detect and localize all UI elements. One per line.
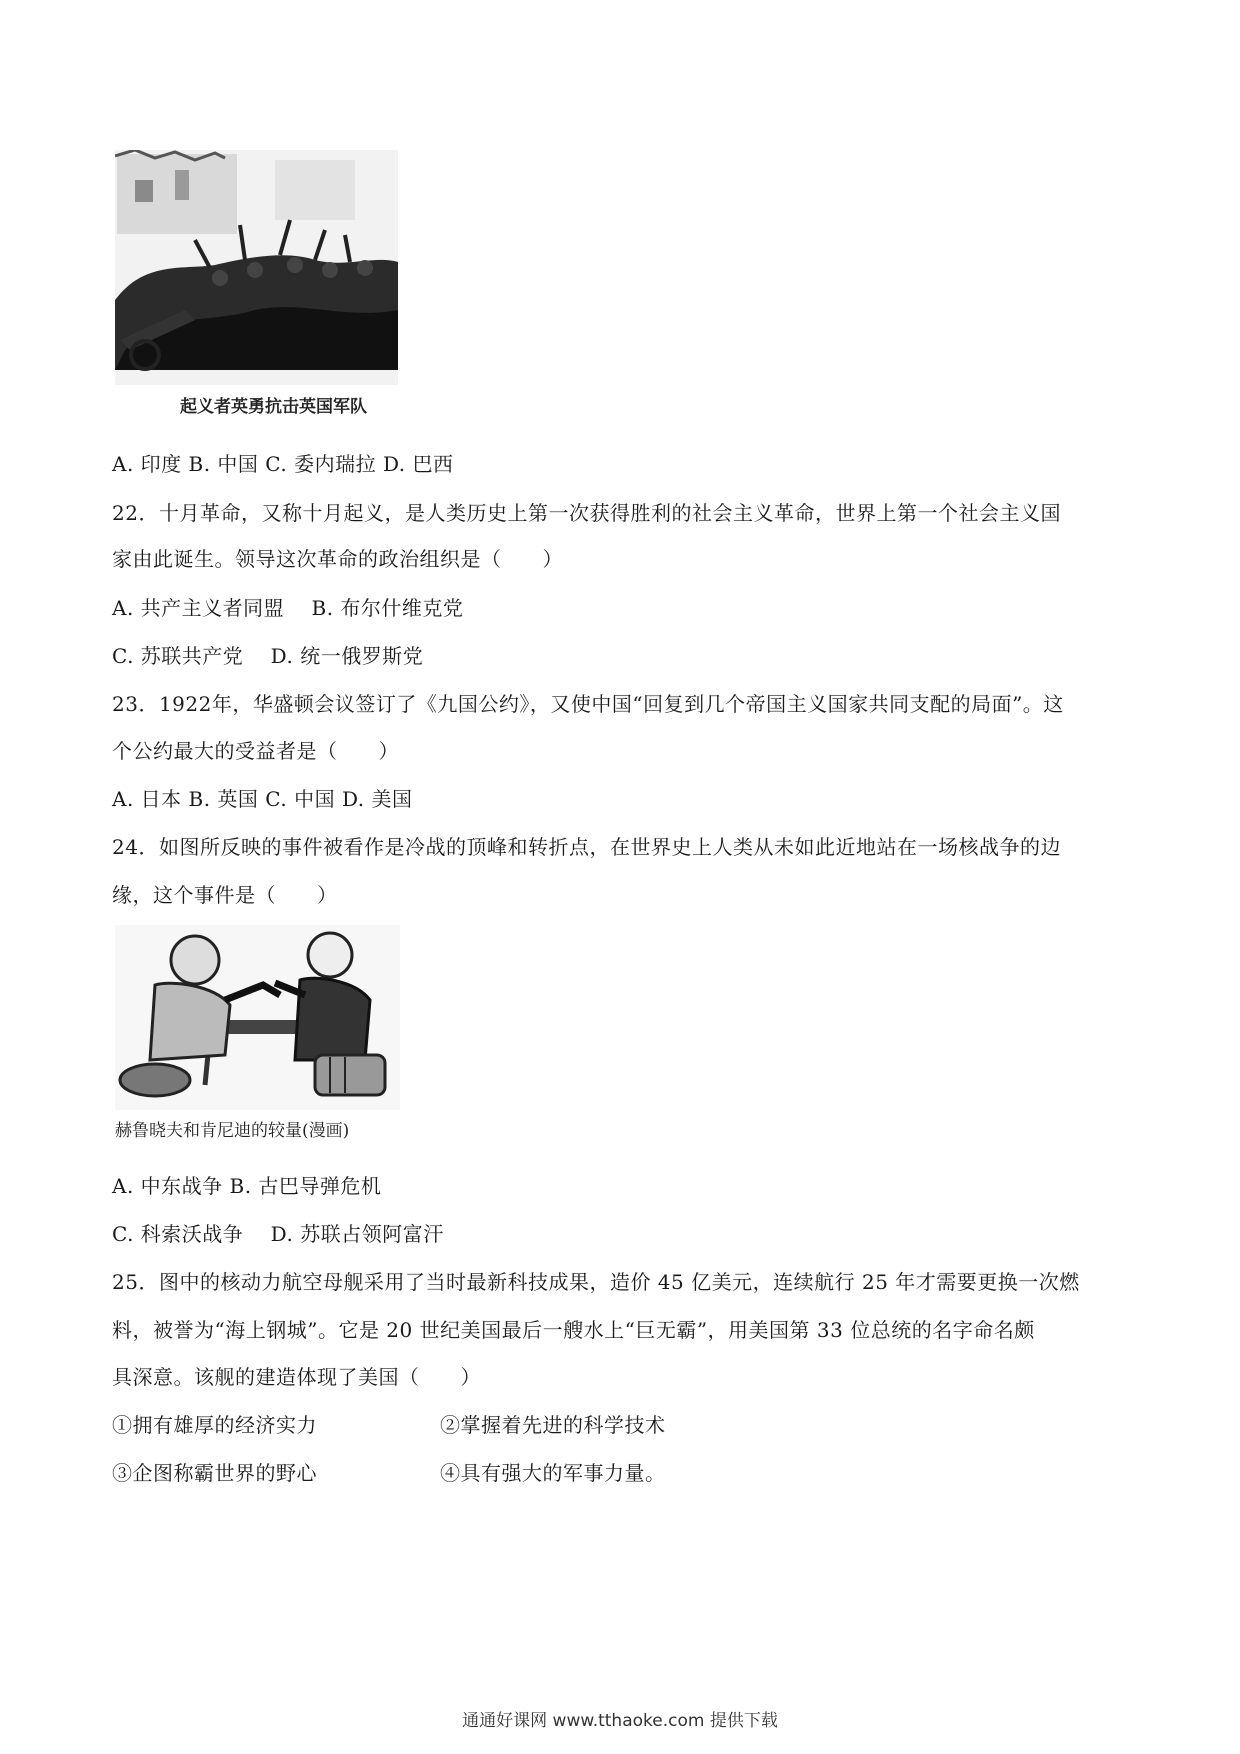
arm-wrestling-cartoon	[115, 925, 400, 1110]
q24-line2: 缘，这个事件是（ ）	[112, 883, 338, 907]
q25-item1: ①拥有雄厚的经济实力	[112, 1413, 317, 1437]
q23-line1: 23．1922年，华盛顿会议签订了《九国公约》，又使中国“回复到几个帝国主义国家共同支配的局面”。这	[112, 692, 1064, 716]
q25-line3: 具深意。该舰的建造体现了美国（ ）	[112, 1365, 481, 1389]
page-footer: 通通好课网 www.tthaoke.com 提供下载	[462, 1711, 778, 1731]
figure1-caption: 起义者英勇抗击英国军队	[180, 397, 367, 417]
q25-line1: 25．图中的核动力航空母舰采用了当时最新科技成果，造价 45 亿美元，连续航行 25 年才需要更换一次燃	[112, 1270, 1080, 1294]
q22-line1: 22．十月革命，又称十月起义，是人类历史上第一次获得胜利的社会主义革命，世界上第一个社会主义国	[112, 501, 1061, 525]
uprising-illustration	[115, 150, 398, 385]
q24-line1: 24．如图所反映的事件被看作是冷战的顶峰和转折点，在世界史上人类从未如此近地站在一场核战争的边	[112, 835, 1061, 859]
q22-options-ab: A. 共产主义者同盟 B. 布尔什维克党	[112, 596, 464, 620]
q22-line2: 家由此诞生。领导这次革命的政治组织是（ ）	[112, 547, 563, 571]
q25-item3: ③企图称霸世界的野心	[112, 1461, 317, 1485]
q21-options: A. 印度 B. 中国 C. 委内瑞拉 D. 巴西	[112, 452, 454, 476]
uprising-image	[115, 150, 398, 385]
cartoon-image	[115, 925, 400, 1110]
q23-options: A. 日本 B. 英国 C. 中国 D. 美国	[112, 787, 413, 811]
q23-line2: 个公约最大的受益者是（ ）	[112, 739, 399, 763]
q25-line2: 料，被誉为“海上钢城”。它是 20 世纪美国最后一艘水上“巨无霸”，用美国第 33 位总统的名字命名颇	[112, 1318, 1035, 1342]
q25-item4: ④具有强大的军事力量。	[440, 1461, 666, 1485]
q24-options-ab: A. 中东战争 B. 古巴导弹危机	[112, 1174, 382, 1198]
q22-options-cd: C. 苏联共产党 D. 统一俄罗斯党	[112, 644, 424, 668]
q24-options-cd: C. 科索沃战争 D. 苏联占领阿富汗	[112, 1222, 444, 1246]
figure2-caption: 赫鲁晓夫和肯尼迪的较量(漫画)	[115, 1121, 350, 1141]
q25-item2: ②掌握着先进的科学技术	[440, 1413, 666, 1437]
